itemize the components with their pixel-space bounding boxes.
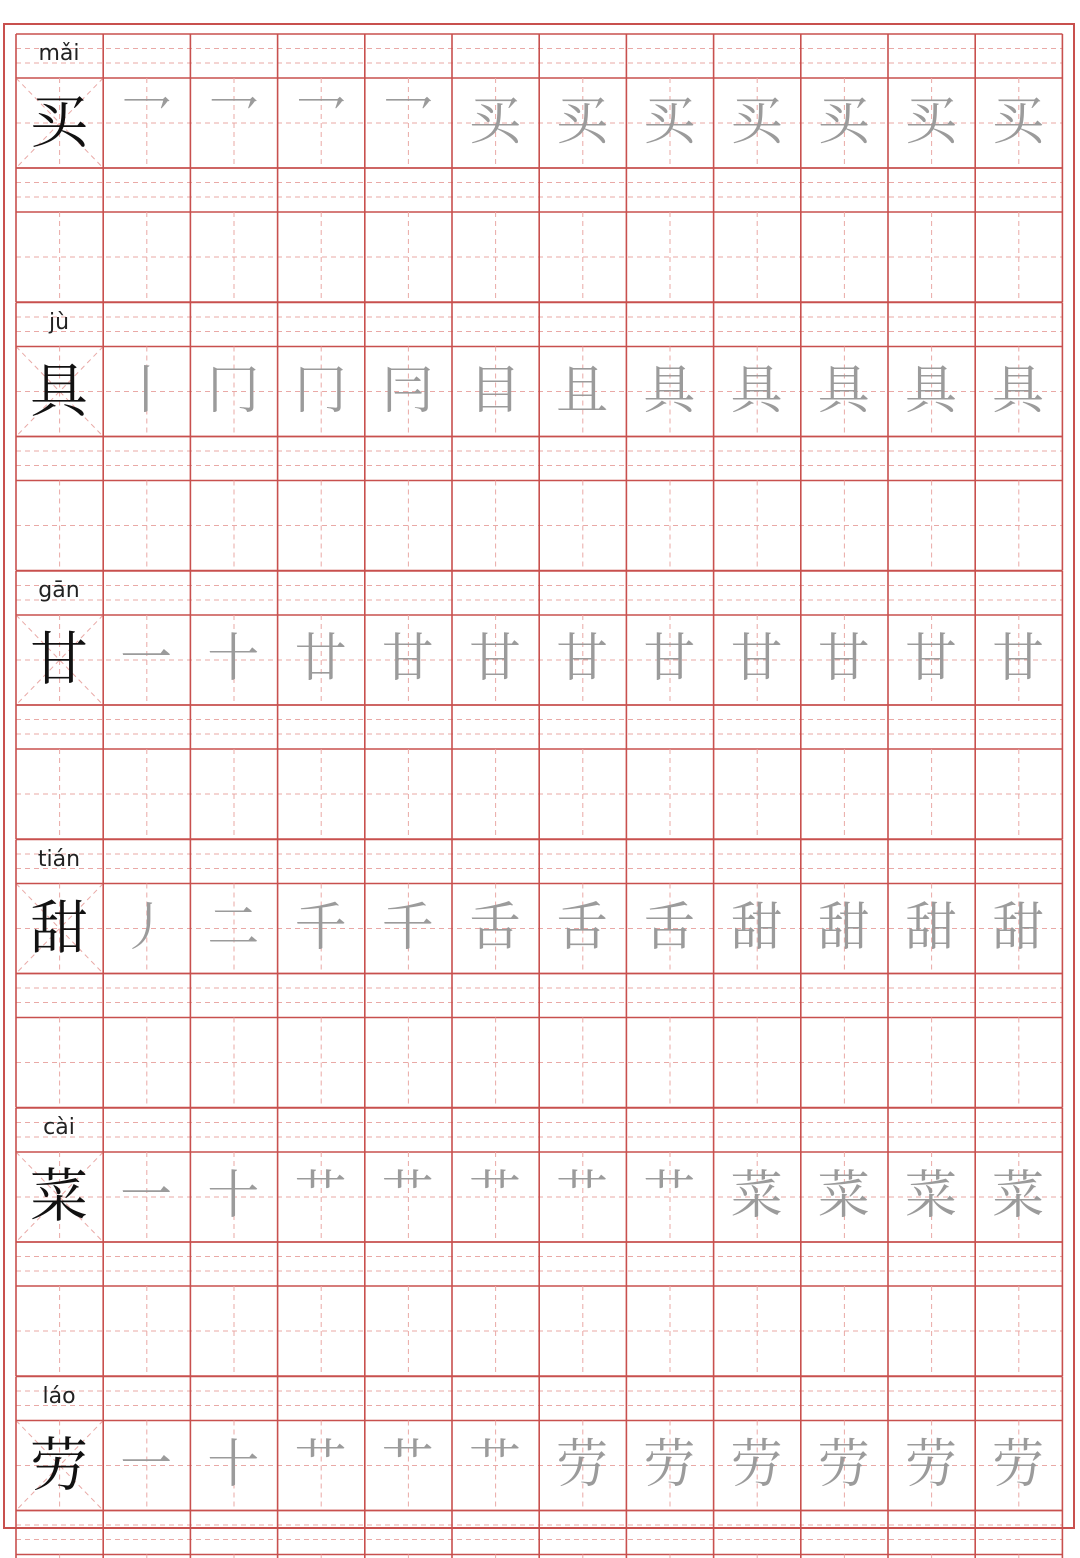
stroke-order-step: 乛 — [381, 92, 434, 152]
stroke-order-step: 甜 — [904, 897, 957, 958]
pinyin-label: láo — [42, 1383, 76, 1409]
stroke-order-step: 菜 — [730, 1166, 783, 1226]
stroke-order-step: 十 — [207, 629, 260, 689]
pinyin-label: mǎi — [38, 41, 80, 66]
model-character: 劳 — [29, 1430, 88, 1499]
stroke-order-step: 艹 — [294, 1166, 347, 1226]
pinyin-label: tián — [37, 846, 81, 872]
stroke-order-step: 乛 — [207, 92, 260, 152]
stroke-order-step: 十 — [207, 1166, 260, 1226]
model-character: 菜 — [29, 1162, 88, 1230]
stroke-order-step: 甘 — [643, 629, 696, 689]
stroke-order-step: 劳 — [904, 1434, 957, 1495]
stroke-order-step: 舌 — [643, 897, 696, 958]
stroke-order-step: 菜 — [904, 1166, 957, 1226]
model-character: 甘 — [29, 625, 88, 693]
stroke-order-step: 甘 — [992, 629, 1045, 689]
stroke-order-step: 冂 — [207, 360, 260, 421]
stroke-order-step: 买 — [817, 92, 870, 152]
stroke-order-step: 十 — [207, 1434, 260, 1495]
model-character: 买 — [29, 88, 88, 156]
stroke-order-step: 一 — [120, 1166, 173, 1226]
stroke-order-step: 买 — [643, 92, 696, 152]
stroke-order-step: 目 — [468, 360, 521, 421]
stroke-order-step: 具 — [992, 360, 1045, 421]
stroke-order-step: 菜 — [817, 1166, 870, 1226]
stroke-order-step: 甜 — [992, 897, 1045, 958]
stroke-order-step: 艹 — [556, 1166, 609, 1226]
stroke-order-step: 舌 — [556, 897, 609, 958]
stroke-order-step: 一 — [120, 629, 173, 689]
stroke-order-step: 劳 — [992, 1434, 1045, 1495]
stroke-order-step: 丨 — [120, 360, 173, 421]
stroke-order-step: 乛 — [294, 92, 347, 152]
stroke-order-step: 菜 — [992, 1166, 1045, 1226]
stroke-order-step: 劳 — [643, 1434, 696, 1495]
stroke-order-step: 买 — [904, 92, 957, 152]
stroke-order-step: 买 — [556, 92, 609, 152]
stroke-order-step: 具 — [904, 360, 957, 421]
pinyin-label: cài — [43, 1115, 75, 1140]
stroke-order-step: 艹 — [468, 1434, 521, 1495]
stroke-order-step: 廿 — [294, 629, 347, 689]
stroke-order-step: 甘 — [904, 629, 957, 689]
stroke-order-step: 买 — [468, 92, 521, 152]
stroke-order-step: 具 — [817, 360, 870, 421]
stroke-order-step: 艹 — [381, 1166, 434, 1226]
stroke-order-step: 舌 — [468, 897, 521, 958]
stroke-order-step: 冂 — [294, 360, 347, 421]
stroke-order-step: 千 — [381, 897, 434, 958]
stroke-order-step: 甜 — [817, 897, 870, 958]
stroke-order-step: 买 — [730, 92, 783, 152]
stroke-order-step: 甘 — [730, 629, 783, 689]
stroke-order-step: 千 — [294, 897, 347, 958]
stroke-order-step: 甘 — [817, 629, 870, 689]
stroke-order-step: 甘 — [556, 629, 609, 689]
stroke-order-step: 甜 — [730, 897, 783, 958]
model-character: 具 — [29, 356, 88, 425]
stroke-order-step: 乛 — [120, 92, 173, 152]
stroke-order-step: 冃 — [381, 360, 434, 421]
stroke-order-step: 甘 — [381, 629, 434, 689]
stroke-order-step: 具 — [643, 360, 696, 421]
pinyin-label: jù — [48, 309, 70, 335]
pinyin-label: gān — [38, 578, 80, 603]
stroke-order-step: 买 — [992, 92, 1045, 152]
stroke-order-step: 艹 — [381, 1434, 434, 1495]
stroke-order-step: 艹 — [643, 1166, 696, 1226]
stroke-order-step: 具 — [730, 360, 783, 421]
stroke-order-step: 甘 — [468, 629, 521, 689]
stroke-order-step: 艹 — [468, 1166, 521, 1226]
stroke-order-step: 二 — [207, 897, 260, 958]
stroke-order-step: 劳 — [730, 1434, 783, 1495]
stroke-order-step: 劳 — [817, 1434, 870, 1495]
stroke-order-step: 丿 — [120, 897, 173, 958]
stroke-order-step: 劳 — [556, 1434, 609, 1495]
model-character: 甜 — [29, 893, 88, 962]
stroke-order-step: 且 — [556, 360, 609, 421]
stroke-order-step: 艹 — [294, 1434, 347, 1495]
stroke-order-step: 一 — [120, 1434, 173, 1495]
